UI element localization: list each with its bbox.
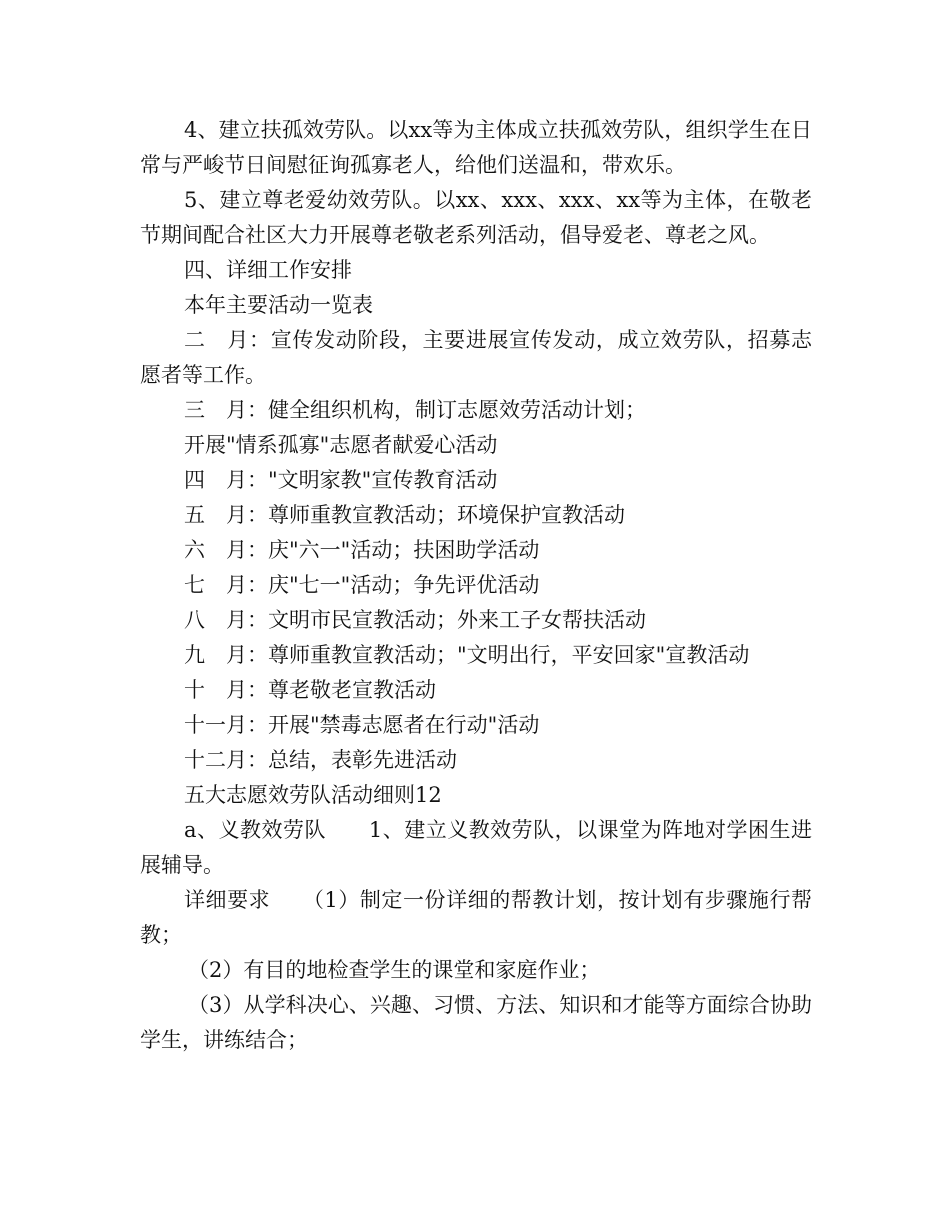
paragraph-tutoring-team: a、义教效劳队 1、建立义教效劳队，以课堂为阵地对学困生进展辅导。 (140, 818, 812, 877)
schedule-item-july: 七 月：庆"七一"活动；争先评优活动 (184, 573, 540, 597)
paragraph-detailed-requirements: 详细要求 （1）制定一份详细的帮教计划，按计划有步骤施行帮教； (140, 888, 812, 947)
schedule-item-august: 八 月：文明市民宣教活动；外来工子女帮扶活动 (184, 608, 646, 632)
schedule-item-december: 十二月：总结，表彰先进活动 (184, 748, 457, 772)
document-body (140, 113, 812, 1058)
schedule-item-april: 四 月："文明家教"宣传教育活动 (184, 468, 498, 492)
schedule-item-october: 十 月：尊老敬老宣教活动 (184, 678, 436, 702)
schedule-item-november: 十一月：开展"禁毒志愿者在行动"活动 (184, 713, 540, 737)
paragraph-elderly-support-team: 5、建立尊老爱幼效劳队。以xx、xxx、xxx、xx等为主体，在敬老节期间配合社区大力开展尊老敬老系列活动，倡导爱老、尊老之风。 (140, 188, 812, 247)
paragraph-orphan-support-team: 4、建立扶孤效劳队。以xx等为主体成立扶孤效劳队，组织学生在日常与严峻节日间慰征询孤寡老人，给他们送温和，带欢乐。 (140, 118, 812, 177)
subheading-team-rules: 五大志愿效劳队活动细则12 (184, 783, 442, 807)
schedule-item-june: 六 月：庆"六一"活动；扶困助学活动 (184, 538, 540, 562)
subheading-activity-schedule: 本年主要活动一览表 (184, 293, 373, 317)
schedule-item-may: 五 月：尊师重教宣教活动；环境保护宣教活动 (184, 503, 625, 527)
paragraph-requirement-2: （2）有目的地检查学生的课堂和家庭作业； (188, 958, 601, 982)
schedule-item-february: 二 月：宣传发动阶段，主要进展宣传发动，成立效劳队，招募志愿者等工作。 (140, 328, 812, 387)
schedule-item-march: 三 月：健全组织机构，制订志愿效劳活动计划； (184, 398, 646, 422)
section-heading-work-arrangement: 四、详细工作安排 (184, 258, 352, 282)
schedule-item-september: 九 月：尊师重教宣教活动；"文明出行，平安回家"宣教活动 (184, 643, 750, 667)
schedule-item-march-continued: 开展"情系孤寡"志愿者献爱心活动 (184, 433, 498, 457)
paragraph-requirement-3: （3）从学科决心、兴趣、习惯、方法、知识和才能等方面综合协助学生，讲练结合； (140, 993, 812, 1052)
